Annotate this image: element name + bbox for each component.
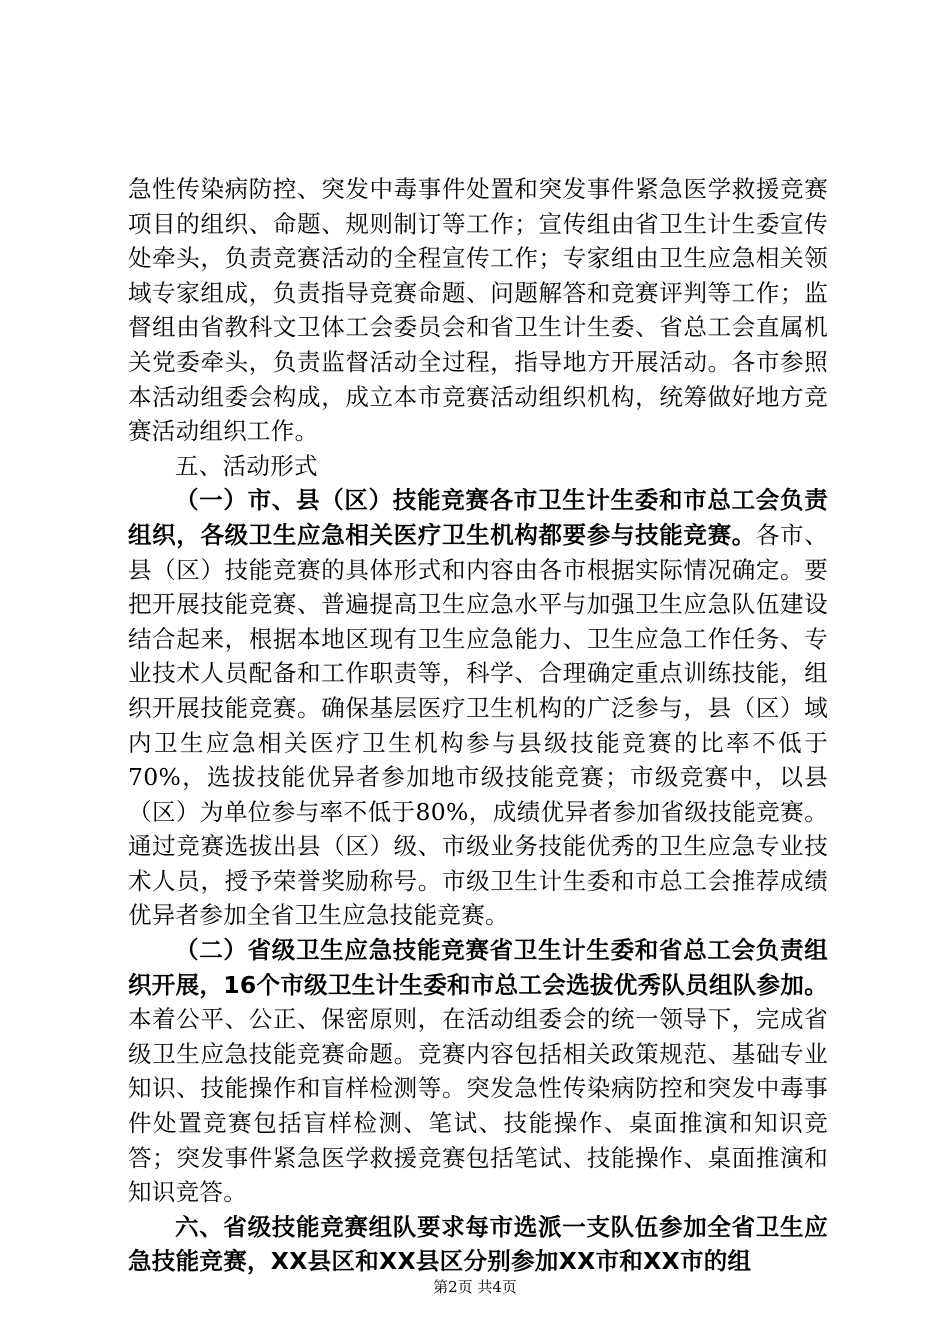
paragraph-organization-duties: 急性传染病防控、突发中毒事件处置和突发事件紧急医学救援竞赛项目的组织、命题、规则制订等工作；宣传组由省卫生计生委宣传处牵头，负责竞赛活动的全程宣传工作；专家组由卫生应急相关领域专家组成，负责指导竞赛命题、问题解答和竞赛评判等工作；监督组由省教科文卫体工会委员会和省卫生计生委、省总工会直属机关党委牵头，负责监督活动全过程，指导地方开展活动。各市参照本活动组委会构成，成立本市竞赛活动组织机构，统筹做好地方竞赛活动组织工作。 — [128, 175, 828, 446]
subsection-heading-city-county: （一）市、县（区）技能竞赛各市卫生计生委和市总工会负责组织，各级卫生应急相关医疗卫生机构都要参与技能竞赛。 — [128, 486, 828, 549]
page-number-footer: 第2页 共4页 — [433, 1278, 517, 1296]
paragraph-provincial-competition: 本着公平、公正、保密原则，在活动组委会的统一领导下，完成省级卫生应急技能竞赛命题。竞赛内容包括相关政策规范、基础专业知识、技能操作和盲样检测等。突发急性传染病防控和突发中毒事件处置竞赛包括盲样检测、笔试、技能操作、桌面推演和知识竞答；突发事件紧急医学救援竞赛包括笔试、技能操作、桌面推演和知识竞答。 — [128, 1005, 828, 1207]
section-heading-team-requirements: 六、省级技能竞赛组队要求每市选派一支队伍参加全省卫生应急技能竞赛，XX县区和XX县区分别参加XX市和XX市的组 — [128, 1212, 828, 1276]
section-heading-activity-form: 五、活动形式 — [175, 451, 318, 480]
document-body — [128, 172, 828, 1279]
paragraph-city-county-competition: 各市、县（区）技能竞赛的具体形式和内容由各市根据实际情况确定。要把开展技能竞赛、普遍提高卫生应急水平与加强卫生应急队伍建设结合起来，根据本地区现有卫生应急能力、卫生应急工作任务、专业技术人员配备和工作职责等，科学、合理确定重点训练技能，组织开展技能竞赛。确保基层医疗卫生机构的广泛参与，县（区）域内卫生应急相关医疗卫生机构参与县级技能竞赛的比率不低于70%，选拔技能优异者参加地市级技能竞赛；市级竞赛中，以县（区）为单位参与率不低于80%，成绩优异者参加省级技能竞赛。通过竞赛选拔出县（区）级、市级业务技能优秀的卫生应急专业技术人员，授予荣誉奖励称号。市级卫生计生委和市总工会推荐成绩优异者参加全省卫生应急技能竞赛。 — [128, 520, 828, 930]
subsection-heading-provincial: （二）省级卫生应急技能竞赛省卫生计生委和省总工会负责组织开展，16个市级卫生计生委和市总工会选拔优秀队员组队参加。 — [128, 936, 828, 999]
